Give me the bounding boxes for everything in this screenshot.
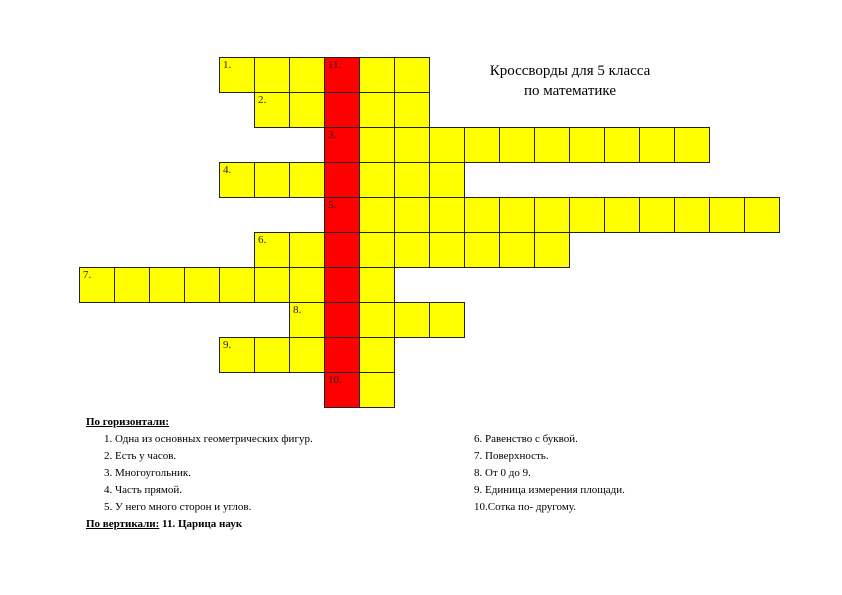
cell-number: 2. xyxy=(258,94,267,106)
crossword-cell[interactable] xyxy=(499,232,535,268)
crossword-cell[interactable] xyxy=(289,232,325,268)
crossword-cell[interactable] xyxy=(394,162,430,198)
cell-number: 10. xyxy=(328,374,342,386)
crossword-cell[interactable] xyxy=(534,127,570,163)
crossword-cell[interactable] xyxy=(394,57,430,93)
crossword-cell[interactable] xyxy=(289,337,325,373)
crossword-cell[interactable] xyxy=(674,127,710,163)
crossword-cell[interactable] xyxy=(674,197,710,233)
crossword-cell[interactable] xyxy=(429,162,465,198)
crossword-cell[interactable] xyxy=(289,57,325,93)
crossword-highlight-cell[interactable] xyxy=(324,302,360,338)
crossword-cell[interactable] xyxy=(429,197,465,233)
crossword-cell[interactable] xyxy=(289,162,325,198)
crossword-cell[interactable] xyxy=(254,232,290,268)
cell-number: 6. xyxy=(258,234,267,246)
crossword-cell[interactable] xyxy=(464,197,500,233)
crossword-cell[interactable] xyxy=(359,267,395,303)
cell-number: 9. xyxy=(223,339,232,351)
crossword-cell[interactable] xyxy=(604,127,640,163)
crossword-cell[interactable] xyxy=(604,197,640,233)
crossword-cell[interactable] xyxy=(639,197,675,233)
crossword-highlight-cell[interactable] xyxy=(324,92,360,128)
crossword-cell[interactable] xyxy=(359,372,395,408)
crossword-cell[interactable] xyxy=(709,197,745,233)
crossword-cell[interactable] xyxy=(744,197,780,233)
crossword-cell[interactable] xyxy=(359,162,395,198)
crossword-cell[interactable] xyxy=(499,127,535,163)
crossword-cell[interactable] xyxy=(394,92,430,128)
cell-number: 3. xyxy=(328,129,337,141)
clue-item: 10.Сотка по- другому. xyxy=(474,501,576,513)
crossword-cell[interactable] xyxy=(429,302,465,338)
crossword-cell[interactable] xyxy=(359,127,395,163)
crossword-cell[interactable] xyxy=(359,92,395,128)
clue-item: 2. Есть у часов. xyxy=(104,450,177,462)
clue-item: 1. Одна из основных геометрических фигур. xyxy=(104,433,313,445)
clue-item: 7. Поверхность. xyxy=(474,450,549,462)
crossword-cell[interactable] xyxy=(359,197,395,233)
crossword-cell[interactable] xyxy=(254,337,290,373)
crossword-cell[interactable] xyxy=(289,92,325,128)
cell-number: 8. xyxy=(293,304,302,316)
crossword-cell[interactable] xyxy=(499,197,535,233)
crossword-cell[interactable] xyxy=(254,57,290,93)
clue-item: 8. От 0 до 9. xyxy=(474,467,531,479)
crossword-cell[interactable] xyxy=(359,337,395,373)
crossword-cell[interactable] xyxy=(464,127,500,163)
page-title: Кроссворды для 5 класса xyxy=(489,63,651,79)
crossword-highlight-cell[interactable] xyxy=(324,267,360,303)
cell-number: 5. xyxy=(328,199,337,211)
crossword-cell[interactable] xyxy=(254,267,290,303)
crossword-cell[interactable] xyxy=(429,232,465,268)
crossword-cell[interactable] xyxy=(219,162,255,198)
vertical-heading: По вертикали: xyxy=(86,518,160,530)
crossword-cell[interactable] xyxy=(639,127,675,163)
crossword-highlight-cell[interactable] xyxy=(324,232,360,268)
clue-item: 6. Равенство с буквой. xyxy=(474,433,578,445)
cell-number: 11. xyxy=(328,59,342,71)
crossword-cell[interactable] xyxy=(394,302,430,338)
vertical-clue-text: 11. Царица наук xyxy=(159,518,243,530)
crossword-cell[interactable] xyxy=(219,267,255,303)
crossword-cell[interactable] xyxy=(534,197,570,233)
crossword-highlight-cell[interactable] xyxy=(324,372,360,408)
crossword-highlight-cell[interactable] xyxy=(324,197,360,233)
crossword-highlight-cell[interactable] xyxy=(324,57,360,93)
crossword-cell[interactable] xyxy=(359,232,395,268)
clues-right-column xyxy=(474,431,774,516)
cell-number: 4. xyxy=(223,164,232,176)
page-subtitle: по математике xyxy=(524,83,616,99)
crossword-cell[interactable] xyxy=(569,197,605,233)
crossword-cell[interactable] xyxy=(184,267,220,303)
crossword-cell[interactable] xyxy=(394,197,430,233)
horizontal-heading: По горизонтали: xyxy=(86,416,169,428)
crossword-cell[interactable] xyxy=(219,57,255,93)
crossword-highlight-cell[interactable] xyxy=(324,162,360,198)
crossword-cell[interactable] xyxy=(219,337,255,373)
crossword-cell[interactable] xyxy=(359,57,395,93)
crossword-cell[interactable] xyxy=(464,232,500,268)
crossword-cell[interactable] xyxy=(359,302,395,338)
vertical-clue xyxy=(86,516,446,533)
clue-item: 4. Часть прямой. xyxy=(104,484,183,496)
crossword-cell[interactable] xyxy=(429,127,465,163)
crossword-cell[interactable] xyxy=(569,127,605,163)
clues-left-column xyxy=(86,414,446,533)
crossword-cell[interactable] xyxy=(149,267,185,303)
crossword-cell[interactable] xyxy=(394,232,430,268)
crossword-highlight-cell[interactable] xyxy=(324,337,360,373)
crossword-cell[interactable] xyxy=(254,162,290,198)
clue-item: 5. У него много сторон и углов. xyxy=(104,501,252,513)
crossword-cell[interactable] xyxy=(394,127,430,163)
crossword-cell[interactable] xyxy=(79,267,115,303)
crossword-cell[interactable] xyxy=(289,267,325,303)
crossword-cell[interactable] xyxy=(534,232,570,268)
clue-item: 9. Единица измерения площади. xyxy=(474,484,625,496)
crossword-highlight-cell[interactable] xyxy=(324,127,360,163)
crossword-cell[interactable] xyxy=(289,302,325,338)
cell-number: 7. xyxy=(83,269,92,281)
clue-item: 3. Многоугольник. xyxy=(104,467,191,479)
crossword-cell[interactable] xyxy=(114,267,150,303)
cell-number: 1. xyxy=(223,59,232,71)
crossword-cell[interactable] xyxy=(254,92,290,128)
